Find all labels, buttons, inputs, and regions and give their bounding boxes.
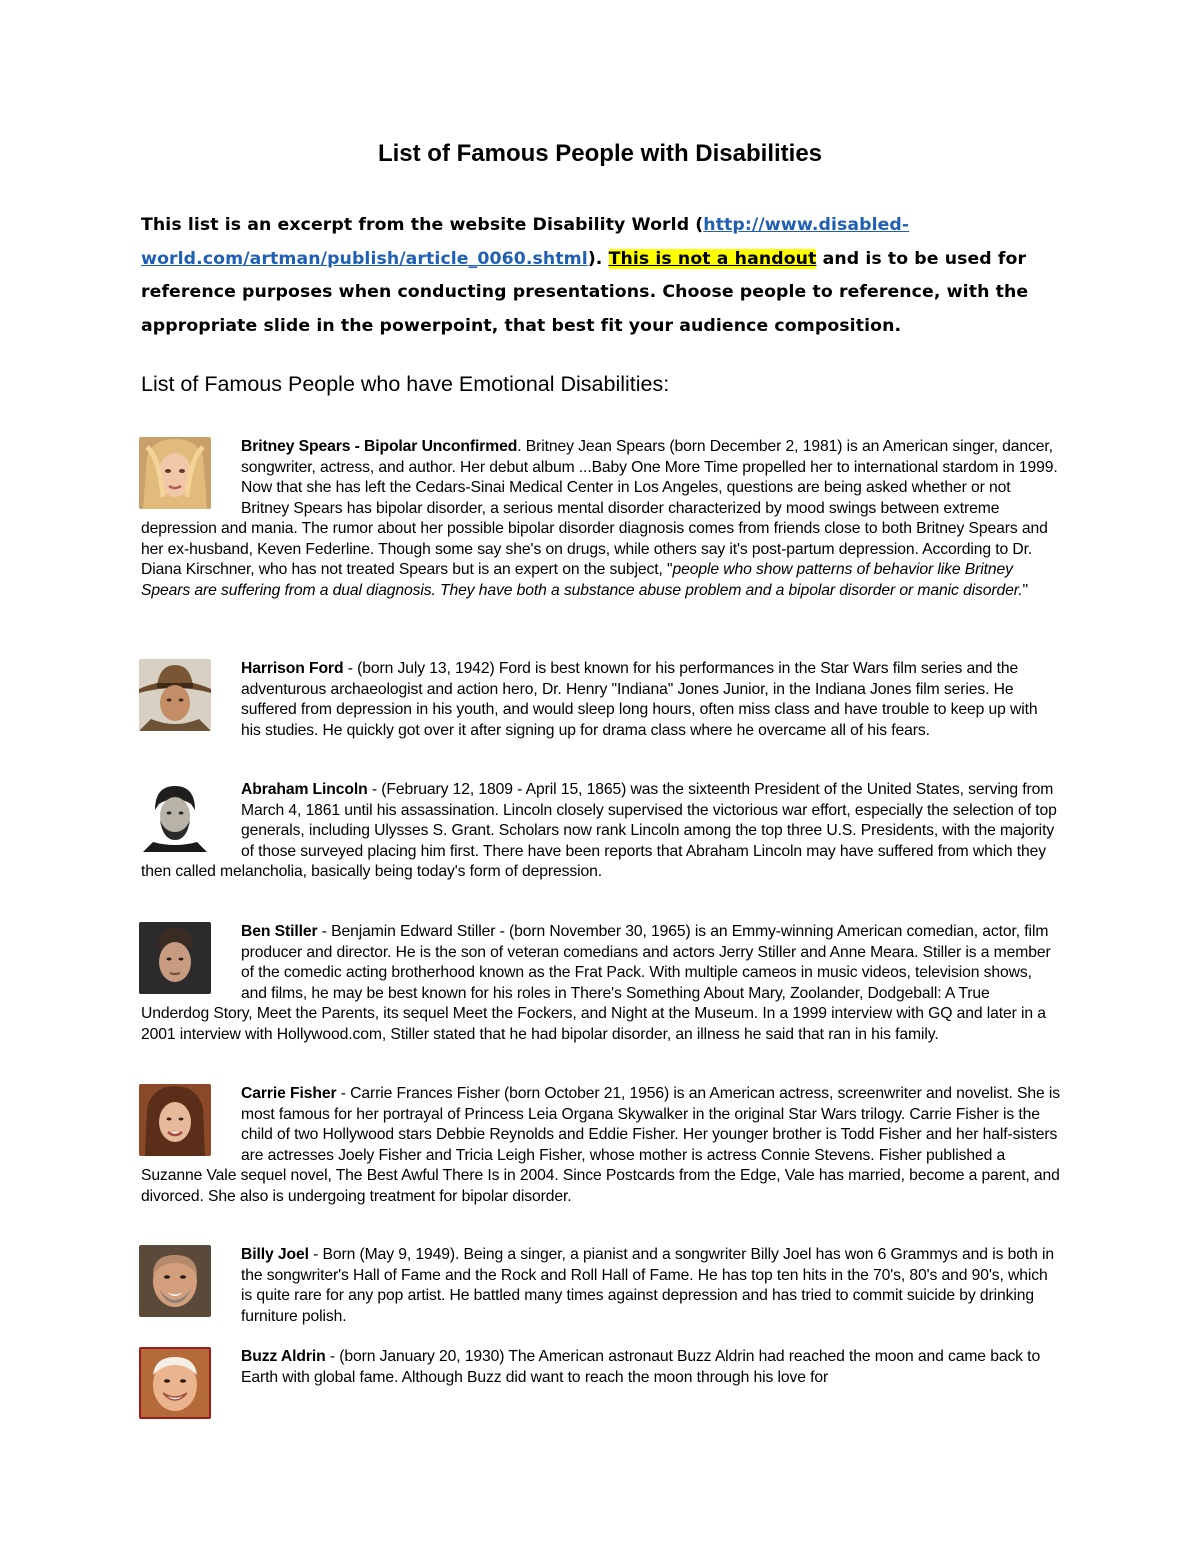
britney-spears-body: . Britney Jean Spears (born December 2, 1981) is an American singer, dancer, songwriter, actress, and author. Her debut album ...Baby One More Time propelled her to international stardom in 1999. Now that she has left the Cedars-Sinai Medical Center in Los Angeles, questions are being asked whether or not Britney Spears has bipolar disorder, a serious mental disorder characterized by mood swings between extreme depression and mania. The rumor about her possible bipolar disorder diagnosis comes from friends close to both Britney Spears and her ex-husband, Keven Federline. Though some say she's on drugs, while others say it's post-partum depression. According to Dr. Diana Kirschner, who has not treated Spears but is an expert on the subject, " (141, 438, 1058, 578)
carrie-fisher-body: - Carrie Frances Fisher (born October 21, 1956) is an American actress, screenwriter and novelist. She is most famous for her portrayal of Princess Leia Organa Skywalker in the original Star Wars trilogy. Carrie Fisher is the child of two Hollywood stars Debbie Reynolds and Eddie Fisher. Her younger brother is Todd Fisher and her half-sisters are actresses Joely Fisher and Tricia Leigh Fisher, whose mother is actress Connie Stevens. Fisher published a Suzanne Vale sequel novel, The Best Awful There Is in 2004. Since Postcards from the Edge, Vale has married, become a parent, and divorced. She also is undergoing treatment for bipolar disorder. (141, 1085, 1061, 1205)
entry-buzz-aldrin (141, 1347, 1061, 1419)
britney-spears-name: Britney Spears - Bipolar Unconfirmed (241, 438, 518, 455)
britney-spears-quote-end: " (1022, 581, 1028, 599)
document-title: List of Famous People with Disabilities (377, 140, 823, 167)
harrison-ford-body: - (born July 13, 1942) Ford is best known for his performances in the Star Wars film series and the adventurous archaeologist and action hero, Dr. Henry "Indiana" Jones Junior, in the Indiana Jones film series. He suffered from depression in his youth, and would sleep long hours, often miss class and have trouble to keep up with his studies. He quickly got over it after signing up for drama class where he overcame all of his fears. (241, 660, 1038, 739)
abraham-lincoln-photo (139, 780, 211, 852)
buzz-aldrin-photo (139, 1347, 211, 1419)
ben-stiller-body: - Benjamin Edward Stiller - (born November 30, 1965) is an Emmy-winning American comedian, actor, film producer and director. He is the son of veteran comedians and actors Jerry Stiller and Anne Meara. Stiller is a member of the comedic acting brotherhood known as the Frat Pack. With multiple cameos in music videos, television shows, and films, he may be best known for his roles in There's Something About Mary, Zoolander, Dodgeball: A True Underdog Story, Meet the Parents, its sequel Meet the Fockers, and Night at the Museum. In a 1999 interview with GQ and later in a 2001 interview with Hollywood.com, Stiller stated that he had bipolar disorder, an illness he said that ran in his family. (141, 923, 1051, 1043)
buzz-aldrin-body: - (born January 20, 1930) The American astronaut Buzz Aldrin had reached the moon and came back to Earth with global fame. Although Buzz did want to reach the moon through his love for (241, 1348, 1041, 1386)
billy-joel-body: - Born (May 9, 1949). Being a singer, a pianist and a songwriter Billy Joel has won 6 Grammys and is both in the songwriter's Hall of Fame and the Rock and Roll Hall of Fame. He has top ten hits in the 70's, 80's and 90's, which is quite rare for any pop artist. He battled many times against depression and has tried to commit suicide by drinking furniture polish. (241, 1246, 1054, 1325)
source-link[interactable]: http://www.disabled-world.com/artman/publish/article_0060.shtml (141, 215, 910, 269)
intro-text-3: and is to be used for reference purposes when conducting presentations. Choose people to reference, with the appropriate slide in the powerpoint, that best fit your audience composition. (141, 248, 1029, 336)
not-a-handout-highlight: This is not a handout (608, 248, 817, 269)
abraham-lincoln-body: - (February 12, 1809 - April 15, 1865) was the sixteenth President of the United States, serving from March 4, 1861 until his assassination. Lincoln closely supervised the victorious war effort, especially the selection of top generals, including Ulysses S. Grant. Scholars now rank Lincoln among the top three U.S. Presidents, with the majority of those surveyed placing him first. There have been reports that Abraham Lincoln may have suffered from which they then called melancholia, basically being today's form of depression. (141, 781, 1057, 880)
britney-spears-text (141, 437, 1061, 601)
entry-britney-spears (141, 437, 1061, 601)
intro-paragraph (141, 209, 1071, 343)
billy-joel-text (141, 1245, 1061, 1327)
entry-carrie-fisher (141, 1084, 1061, 1207)
ben-stiller-text (141, 922, 1061, 1045)
ben-stiller-name: Ben Stiller (241, 923, 318, 940)
abraham-lincoln-text (141, 780, 1061, 883)
billy-joel-photo (139, 1245, 211, 1317)
section-heading: List of Famous People who have Emotional Disabilities: (141, 372, 670, 396)
buzz-aldrin-name: Buzz Aldrin (241, 1348, 326, 1365)
entry-ben-stiller (141, 922, 1061, 1045)
carrie-fisher-photo (139, 1084, 211, 1156)
intro-text: This list is an excerpt from the website Disability World ( (141, 215, 704, 235)
abraham-lincoln-name: Abraham Lincoln (241, 781, 368, 798)
entry-abraham-lincoln (141, 780, 1061, 883)
entry-billy-joel (141, 1245, 1061, 1327)
billy-joel-name: Billy Joel (241, 1246, 309, 1263)
harrison-ford-name: Harrison Ford (241, 660, 344, 677)
carrie-fisher-name: Carrie Fisher (241, 1085, 337, 1102)
harrison-ford-photo (139, 659, 211, 731)
harrison-ford-text (141, 659, 1061, 741)
britney-spears-quote: people who show patterns of behavior like Britney Spears are suffering from a dual diagnosis. They have both a substance abuse problem and a bipolar disorder or manic disorder. (141, 561, 1023, 599)
entry-harrison-ford (141, 659, 1061, 741)
buzz-aldrin-text (141, 1347, 1061, 1388)
ben-stiller-photo (139, 922, 211, 994)
intro-text-2: ). (587, 248, 609, 269)
britney-spears-photo (139, 437, 211, 509)
carrie-fisher-text (141, 1084, 1061, 1207)
